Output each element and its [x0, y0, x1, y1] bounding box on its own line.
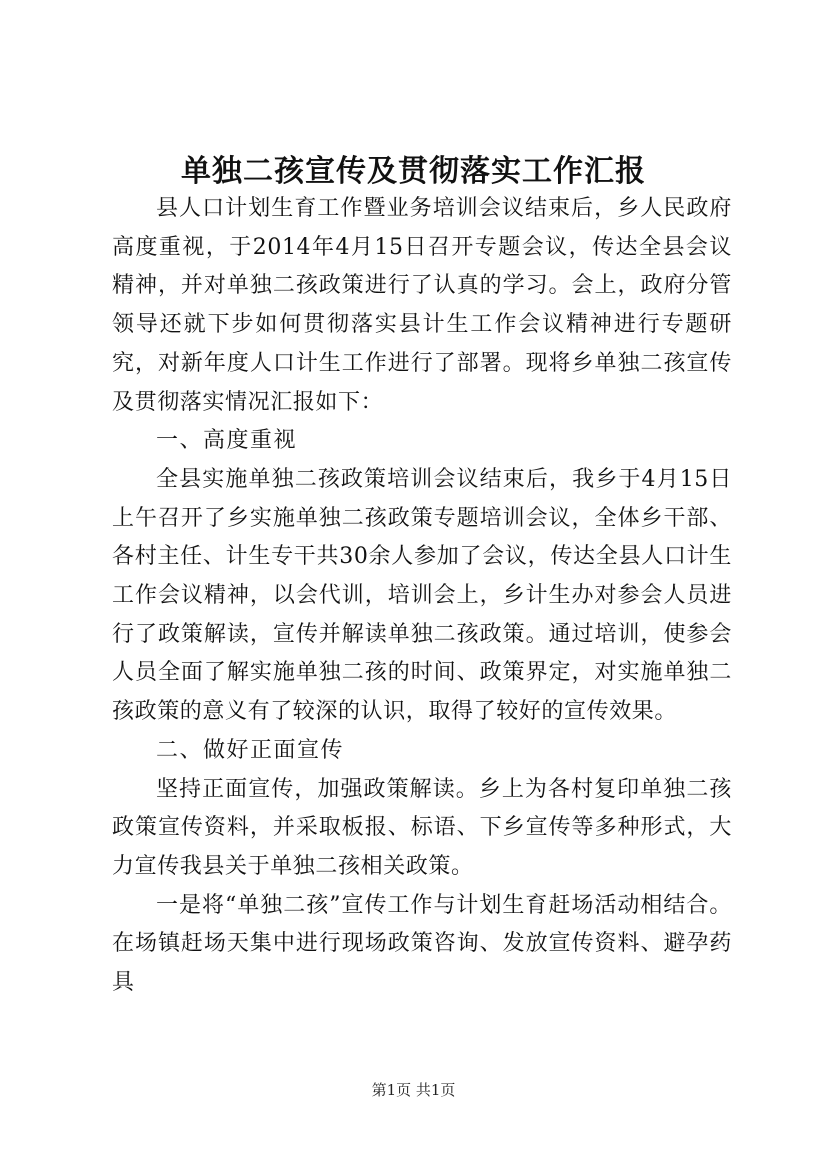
document-title: 单独二孩宣传及贯彻落实工作汇报 — [181, 154, 646, 189]
section-heading-2: 二、做好正面宣传 — [156, 737, 345, 763]
paragraph-intro: 县人口计划生育工作暨业务培训会议结束后，乡人民政府高度重视，于2014年4月15日召开专题会议，传达全县会议精神，并对单独二孩政策进行了认真的学习。会上，政府分管领导还就下步如何贯彻落实县计生工作会议精神进行专题研究，对新年度人口计生工作进行了部署。现将乡单独二孩宣传及贯彻落实情况汇报如下： — [112, 196, 732, 415]
document-body — [112, 190, 732, 1003]
paragraph-section-2: 坚持正面宣传，加强政策解读。乡上为各村复印单独二孩政策宣传资料，并采取板报、标语、下乡宣传等多种形式，大力宣传我县关于单独二孩相关政策。 — [112, 776, 732, 879]
paragraph-section-2-item-1: 一是将“单独二孩”宣传工作与计划生育赶场活动相结合。在场镇赶场天集中进行现场政策咨询、发放宣传资料、避孕药具 — [112, 892, 732, 996]
page-footer: 第1页 共1页 — [371, 1081, 456, 1099]
section-heading-1: 一、高度重视 — [156, 428, 298, 454]
paragraph-section-1: 全县实施单独二孩政策培训会议结束后，我乡于4月15日上午召开了乡实施单独二孩政策专题培训会议，全体乡干部、各村主任、计生专干共30余人参加了会议，传达全县人口计生工作会议精神，以会代训，培训会上，乡计生办对参会人员进行了政策解读，宣传并解读单独二孩政策。通过培训，使参会人员全面了解实施单独二孩的时间、政策界定，对实施单独二孩政策的意义有了较深的认识，取得了较好的宣传效果。 — [112, 466, 732, 725]
